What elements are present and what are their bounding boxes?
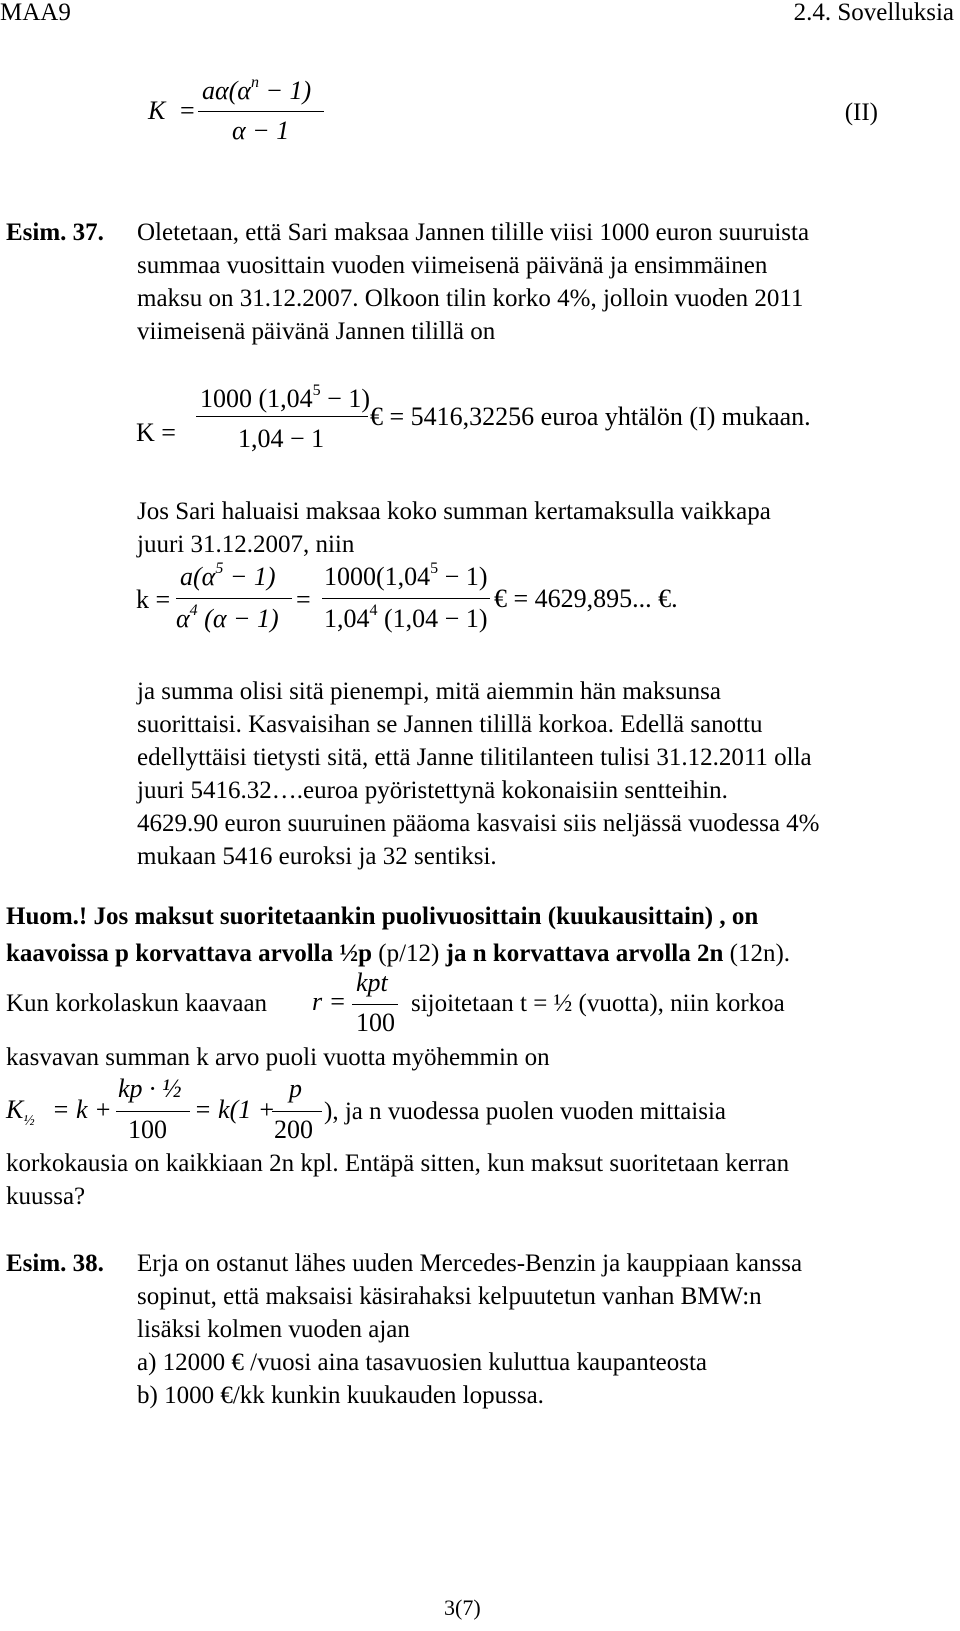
esim38-line: Erja on ostanut lähes uuden Mercedes-Benzin ja kauppiaan kanssa [137,1250,803,1277]
esim38-line: sopinut, että maksaisi käsirahaksi kelpuutetun vanhan BMW:n [137,1283,762,1310]
formula-r-lhs: r = [312,987,347,1016]
esim37-line: viimeisenä päivänä Jannen tilillä on [137,318,496,345]
formula-small-k-eq: = [296,585,311,614]
kasvavan-line: kasvavan summan k arvo puoli vuotta myöhemmin on [6,1044,550,1071]
formula-small-k-numerator-1: $a(\alpha^5 - 1)$ [180,560,276,591]
esim37-line: juuri 5416.32….euroa pyöristettynä kokonaisiin sentteihin. [137,777,728,804]
formula-k-half-denominator-2: 200 [274,1115,313,1144]
course-code: MAA9 [0,0,71,26]
formula-k-half-denominator-1: 100 [128,1115,167,1144]
esim38-line: b) 1000 €/kk kunkin kuukauden lopussa. [137,1382,544,1409]
formula-ii-numerator: $a\alpha(\alpha^n - 1)$ [202,74,312,105]
formula-k-half-numerator-1: kp · ½ [118,1074,182,1103]
esim37-line: suorittaisi. Kasvaisihan se Jannen tilillä korkoa. Edellä sanottu [137,711,763,738]
esim37-line: Jos Sari haluaisi maksaa koko summan kertamaksulla vaikkapa [137,498,771,525]
formula-r-fraction-bar [352,1004,398,1005]
formula-k-half-fraction-bar-2 [272,1111,322,1112]
esim37-line: summaa vuosittain vuoden viimeisenä päivänä ja ensimmäinen [137,252,768,279]
formula-ii-denominator: α − 1 [232,116,290,145]
formula-k-half-fraction-bar-1 [116,1111,190,1112]
formula-k-numerator: 1000 $(1,04^5 - 1)$ [200,382,370,413]
esim37-line: 4629.90 euron suuruinen pääoma kasvaisi siis neljässä vuodessa 4% [137,810,820,837]
formula-small-k-lhs: k = [136,585,171,614]
formula-small-k-fraction-bar-1 [176,598,292,599]
formula-small-k-numerator-2: $1000(1,04^5 - 1)$ [324,560,488,591]
esim38-paragraph [137,1247,802,1412]
esim37-line: juuri 31.12.2007, niin [137,531,355,558]
huom-line-1: Huom.! Jos maksut suoritetaankin puolivuosittain (kuukausittain) , on [6,903,759,930]
section-title: 2.4. Sovelluksia [793,0,954,26]
formula-k-fraction-bar [196,416,368,417]
formula-k-half-eq2: = k(1 + [194,1095,276,1124]
formula-ii-lhs: K [148,96,166,125]
formula-small-k-denominator-1: $\alpha^4$ (α − 1) [176,602,279,633]
formula-small-k-fraction-bar-2 [322,598,490,599]
huom-tail-paragraph [6,1147,789,1213]
formula-r-text-after: sijoitetaan t = ½ (vuotta), niin korkoa [411,990,785,1017]
formula-r-text-before: Kun korkolaskun kaavaan [6,990,268,1017]
formula-k-half-lhs: $K_{\frac{1}{2}}$ [6,1095,35,1129]
esim37-line: edellyttäisi tietysti sitä, että Janne tilitilanteen tulisi 31.12.2011 olla [137,744,812,771]
formula-ii-fraction-bar [198,111,324,112]
esim37-paragraph-2 [137,495,771,561]
formula-k-half-eq1: = k + [52,1095,112,1124]
esim37-line: ja summa olisi sitä pienempi, mitä aiemmin hän maksunsa [137,678,721,705]
formula-k-half-text: ), ja n vuodessa puolen vuoden mittaisia [324,1098,727,1125]
esim37-paragraph-3 [137,675,820,873]
formula-r-numerator: kpt [356,968,388,997]
formula-ii-tag: (II) [844,99,878,126]
page-number: 3(7) [444,1595,481,1620]
huom-tail-line: korkokausia on kaikkiaan 2n kpl. Entäpä sitten, kun maksut suoritetaan kerran [6,1150,790,1177]
formula-k-half-numerator-2: p [289,1074,302,1103]
formula-r-denominator: 100 [356,1008,395,1037]
formula-k-lhs: K = [136,418,176,447]
esim37-paragraph [137,216,809,348]
formula-k-result: € = 5416,32256 euroa yhtälön (I) mukaan. [370,402,811,431]
formula-ii-eq: = [180,96,195,125]
esim38-line: lisäksi kolmen vuoden ajan [137,1316,410,1343]
formula-k-denominator: 1,04 − 1 [238,424,325,453]
formula-small-k-denominator-2: 1,04$^4$ (1,04 − 1) [324,602,488,633]
esim37-label: Esim. 37. [6,219,104,246]
huom-line-2: kaavoissa p korvattava arvolla ½p (p/12) ja n korvattava arvolla 2n (12n). [6,940,791,967]
esim38-line: a) 12000 € /vuosi aina tasavuosien kuluttua kaupanteosta [137,1349,708,1376]
esim37-line: mukaan 5416 euroksi ja 32 sentiksi. [137,843,497,870]
esim37-line: Oletetaan, että Sari maksaa Jannen tilille viisi 1000 euron suuruista [137,219,810,246]
esim38-label: Esim. 38. [6,1250,104,1277]
esim37-line: maksu on 31.12.2007. Olkoon tilin korko 4%, jolloin vuoden 2011 [137,285,804,312]
formula-small-k-result: € = 4629,895... €. [494,584,678,613]
huom-tail-line: kuussa? [6,1183,86,1210]
